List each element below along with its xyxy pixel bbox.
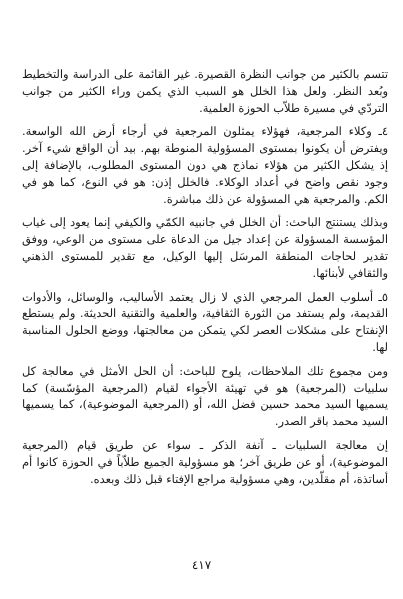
paragraph-6: إن معالجة السلبيات ـ آنفة الذكر ـ سواء عن طريق قيام (المرجعية الموضوعية)، أو عن طريق آخر؛ هو مسؤولية الجميع طلاّباً في الحوزة كانوا أم أساتذة، أم مقلّدين، وهي مسؤولية مراجع الإفتاء قبل ذلك وبعده. xyxy=(22,437,388,486)
page-number: ٤١٧ xyxy=(191,558,212,572)
paragraph-1: تتسم بالكثير من جوانب النظرة القصيرة. غير القائمة على الدراسة والتخطيط وبُعد النظر. ولعل هذا الخلل هو السبب الذي يكمن وراء الكثير من جوانب التردّي في مسيرة طلاّب الحوزة العلمية. xyxy=(22,67,388,115)
paragraph-5: ومن مجموع تلك الملاحظات، يلوح للباحث: أن الحل الأمثل في معالجة كل سلبيات (المرجعية) هو في تهيئة الأجواء لقيام (المرجعية المؤسّسة) كما يسميها السيد محمد حسين فضل الله، أو (المرجعية الموضوعية)، كما يسميها السيد محمد باقر الصدر. xyxy=(22,363,388,429)
document-page xyxy=(22,66,388,487)
paragraph-4: ٥ـ أسلوب العمل المرجعي الذي لا زال يعتمد الأساليب، والوسائل، والأدوات القديمة، ولم يستفد من الثورة الثقافية، والعلمية والتقنية الحديثة. ولم يستطع الإنفتاح على مشكلات العصر لكي يتمكن من معالجتها، ووضع الحلول المناسبة لها. xyxy=(22,289,388,354)
paragraph-2: ٤ـ وكلاء المرجعية، فهؤلاء يمثلون المرجعية في أرجاء أرض الله الواسعة. ويفترض أن يكونوا بمستوى المسؤولية المنوطة بهم. بيد أن الواقع شيء آخر. إذ يشكل الكثير من هؤلاء نماذج هي دون المستوى المطلوب، بالإضافة إلى وجود نقص واضح في أعداد الوكلاء. فالخلل إذن: هو في النوع، كما هو في الكم. والمرجعية هي المسؤولة عن ذلك مباشرة. xyxy=(22,124,388,206)
paragraph-3: وبذلك يستنتج الباحث: أن الخلل في جانبيه الكمّي والكيفي إنما يعود إلى غياب المؤسسة المسؤولة عن إعداد جيل من الدعاة على مستوى من الوعي، ووفق تقدير لحاجات المنطقة المرسَل إليها الوكيل، مع تقدير للمستوى الذهني والثقافي لأبنائها. xyxy=(22,215,388,280)
